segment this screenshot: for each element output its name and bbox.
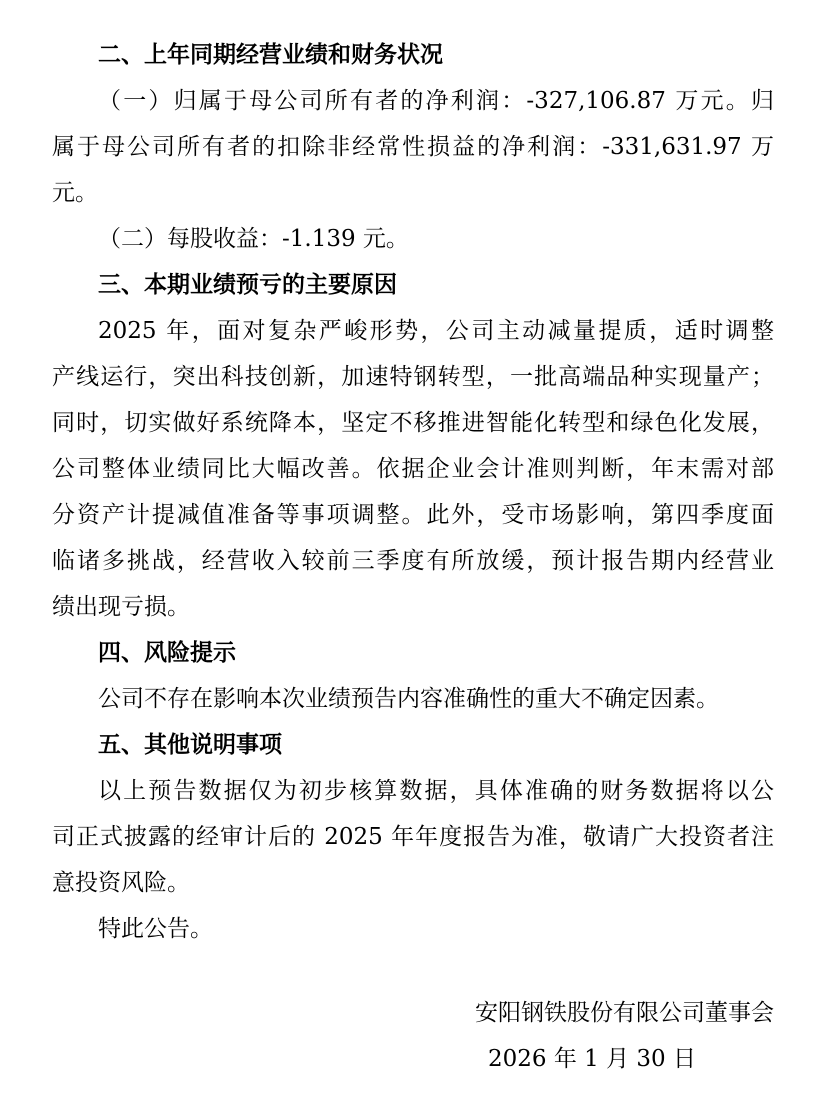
section5-heading: 五、其他说明事项 [98, 731, 282, 758]
closing-text: 特此公告。 [98, 916, 213, 942]
section2-item1-line3: 元。 [52, 180, 98, 206]
section3-line-7: 绩出现亏损。 [52, 594, 190, 620]
section3-line-1: 2025 年，面对复杂严峻形势，公司主动减量提质，适时调整 [98, 318, 774, 344]
section5-line-1: 以上预告数据仅为初步核算数据，具体准确的财务数据将以公 [98, 778, 774, 804]
section3-line-4: 公司整体业绩同比大幅改善。依据企业会计准则判断，年末需对部 [52, 456, 774, 482]
section3-line-2: 产线运行，突出科技创新，加速特钢转型，一批高端品种实现量产； [52, 364, 774, 390]
section3-line-3: 同时，切实做好系统降本，坚定不移推进智能化转型和绿色化发展， [52, 410, 774, 436]
section3-line-5: 分资产计提减值准备等事项调整。此外，受市场影响，第四季度面 [52, 502, 774, 528]
section2-heading: 二、上年同期经营业绩和财务状况 [98, 41, 443, 68]
section2-item1-line2: 属于母公司所有者的扣除非经常性损益的净利润：-331,631.97 万 [52, 134, 774, 160]
announcement-body [52, 32, 774, 952]
section3-line-6: 临诸多挑战，经营收入较前三季度有所放缓，预计报告期内经营业 [52, 548, 774, 574]
section2-item2: （二）每股收益：-1.139 元。 [98, 226, 409, 252]
section5-line-2: 司正式披露的经审计后的 2025 年年度报告为准，敬请广大投资者注 [52, 824, 774, 850]
section2-item1-line1: （一）归属于母公司所有者的净利润：-327,106.87 万元。归 [98, 88, 774, 114]
section4-text: 公司不存在影响本次业绩预告内容准确性的重大不确定因素。 [98, 686, 719, 712]
signature-date: 2026 年 1 月 30 日 [488, 1046, 696, 1072]
section4-heading: 四、风险提示 [98, 639, 236, 666]
signature-company: 安阳钢铁股份有限公司董事会 [475, 1000, 774, 1026]
section5-line-3: 意投资风险。 [52, 870, 190, 896]
section3-heading: 三、本期业绩预亏的主要原因 [98, 271, 397, 298]
